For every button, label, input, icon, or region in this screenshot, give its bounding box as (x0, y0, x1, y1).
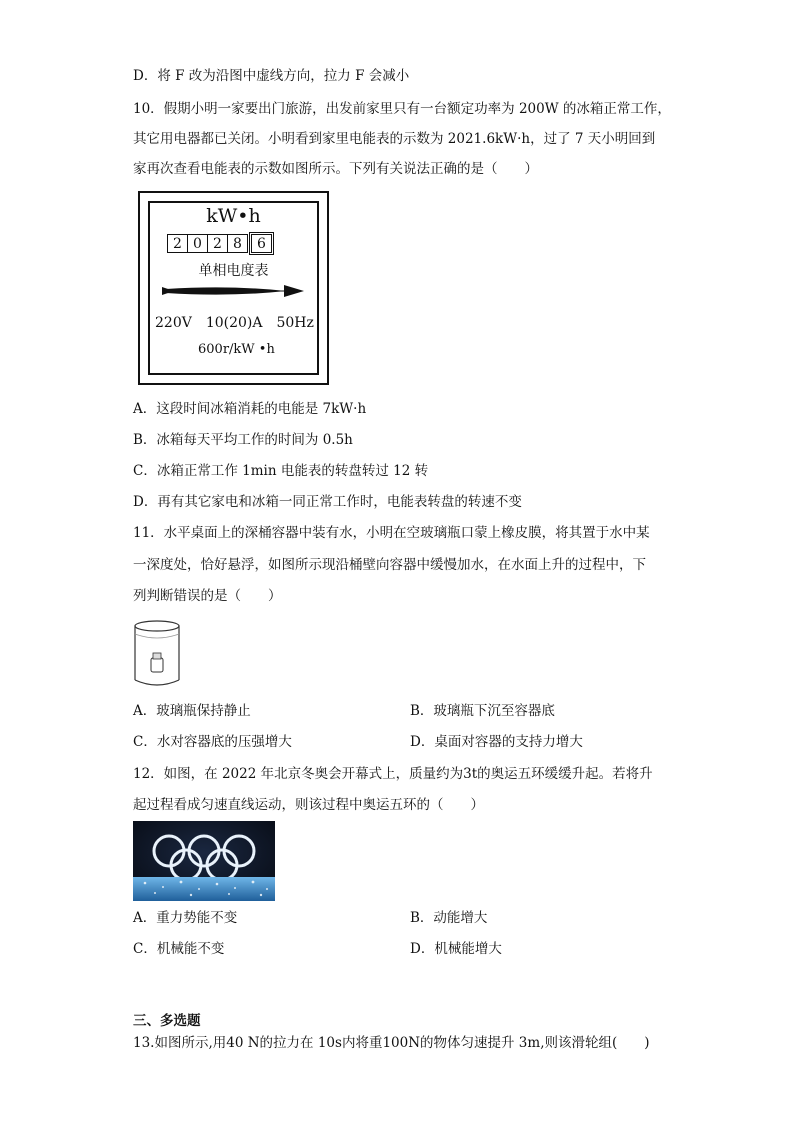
q11-stem-line2: 一深度处，恰好悬浮，如图所示现沿桶壁向容器中缓慢加水，在水面上升的过程中，下 (133, 557, 646, 573)
meter-digit: 0 (187, 234, 208, 253)
q10-option-b: B．冰箱每天平均工作的时间为 0.5h (133, 432, 353, 448)
q12-stem-line2: 起过程看成匀速直线运动，则该过程中奥运五环的（ ） (133, 797, 484, 813)
q11-option-a: A．玻璃瓶保持静止 (133, 703, 251, 719)
q10-option-a: A．这段时间冰箱消耗的电能是 7kW·h (133, 401, 367, 417)
meter-constant: 600r/kW •h (198, 342, 275, 357)
q12-stem-line1: 12．如图，在 2022 年北京冬奥会开幕式上，质量约为3t的奥运五环缓缓升起。若将升 (133, 766, 653, 782)
q12-option-d: D．机械能增大 (410, 941, 502, 957)
q11-option-b: B．玻璃瓶下沉至容器底 (410, 703, 555, 719)
q12-option-c: C．机械能不变 (133, 941, 225, 957)
q10-option-d: D．再有其它家电和冰箱一同正常工作时，电能表转盘的转速不变 (133, 494, 522, 510)
q13-stem-line1: 13.如图所示,用40 N的拉力在 10s内将重100N的物体匀速提升 3m,则该滑轮组( ) (133, 1035, 650, 1051)
meter-unit: kW•h (206, 205, 261, 227)
q10-stem-line1: 10．假期小明一家要出门旅游，出发前家里只有一台额定功率为 200W 的冰箱正常工作， (133, 101, 671, 117)
meter-digit: 2 (167, 234, 188, 253)
q10-option-c: C．冰箱正常工作 1min 电能表的转盘转过 12 转 (133, 463, 429, 479)
olympic-rings-photo (133, 821, 275, 901)
meter-name: 单相电度表 (198, 263, 269, 279)
q12-option-a: A．重力势能不变 (133, 910, 238, 926)
q10-stem-line2: 其它用电器都已关闭。小明看到家里电能表的示数为 2021.6kW·h，过了 7 天小明回到 (133, 131, 656, 147)
meter-digit: 8 (227, 234, 248, 253)
container-with-bottle-figure (131, 618, 183, 690)
q11-stem-line3: 列判断错误的是（ ） (133, 588, 282, 604)
q9-option-d: D．将 F 改为沿图中虚线方向，拉力 F 会减小 (133, 68, 410, 84)
meter-arrow-icon (160, 283, 306, 299)
section-title: 三、多选题 (133, 1013, 201, 1029)
q12-option-b: B．动能增大 (410, 910, 488, 926)
meter-spec: 220V 10(20)A 50Hz (155, 315, 314, 331)
meter-digits (168, 234, 272, 253)
q11-option-d: D．桌面对容器的支持力增大 (410, 734, 583, 750)
q11-stem-line1: 11．水平桌面上的深桶容器中装有水，小明在空玻璃瓶口蒙上橡皮膜，将其置于水中某 (133, 525, 650, 541)
meter-digit: 2 (207, 234, 228, 253)
q11-option-c: C．水对容器底的压强增大 (133, 734, 292, 750)
meter-digit-decimal: 6 (251, 234, 272, 253)
q10-stem-line3: 家再次查看电能表的示数如图所示。下列有关说法正确的是（ ） (133, 161, 538, 177)
